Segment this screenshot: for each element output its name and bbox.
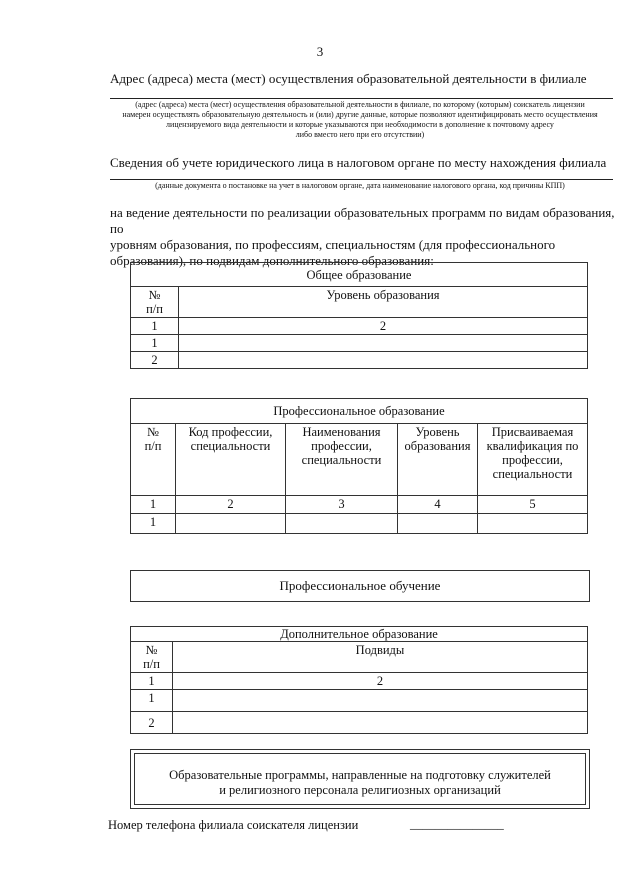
professional-training-title: Профессиональное обучение xyxy=(279,578,441,593)
col-subtype-header: Подвиды xyxy=(173,642,588,673)
subtype-cell xyxy=(173,712,588,734)
col-level-header: Уровень образования xyxy=(398,424,478,496)
professional-training-box xyxy=(130,570,590,602)
address-note-line: лицензируемого вида деятельности и которые указываются при необходимости в дополнение к почтовому адресу xyxy=(166,120,554,129)
header-number: 1 xyxy=(131,673,173,690)
address-underline xyxy=(110,98,613,99)
tax-note: (данные документа о постановке на учет в налоговом органе, дата наименование налогового органа, код причины КПП) xyxy=(155,181,565,190)
address-note-line: либо вместо него при его отсутствии) xyxy=(295,130,425,139)
professional-education-title: Профессиональное образование xyxy=(131,399,588,424)
additional-education-title: Дополнительное образование xyxy=(131,627,588,642)
header-number: 1 xyxy=(131,318,179,335)
intro-line: на ведение деятельности по реализации образовательных программ по видам образования, по xyxy=(110,205,615,236)
professional-education-table xyxy=(130,398,588,534)
col-code-header: Код профессии, специальности xyxy=(176,424,286,496)
level-cell xyxy=(179,335,588,352)
intro-line: уровням образования, по профессиям, специальностям (для профессионального xyxy=(110,237,556,252)
address-note-line: (адрес (адреса) места (мест) осуществления образовательной деятельности в филиале, по которому (которым) соискатель лицензии xyxy=(135,100,585,109)
row-number: 2 xyxy=(131,352,179,369)
phone-value: _______________ xyxy=(410,817,504,831)
col-number-header: № п/п xyxy=(131,424,176,496)
row-number: 1 xyxy=(131,690,173,712)
subtype-cell xyxy=(173,690,588,712)
header-number: 2 xyxy=(176,496,286,514)
col-number-header: № п/п xyxy=(131,642,173,673)
level-cell xyxy=(179,352,588,369)
table-cell xyxy=(398,514,478,534)
col-level-header: Уровень образования xyxy=(179,287,588,318)
table-cell xyxy=(286,514,398,534)
religious-programs-line: и религиозного персонала религиозных организаций xyxy=(219,783,501,797)
tax-heading: Сведения об учете юридического лица в налоговом органе по месту нахождения филиала xyxy=(110,155,607,170)
row-number: 1 xyxy=(131,335,179,352)
address-note xyxy=(100,100,620,140)
header-number: 1 xyxy=(131,496,176,514)
general-education-table xyxy=(130,262,588,369)
additional-education-table xyxy=(130,626,588,734)
header-number: 5 xyxy=(478,496,588,514)
row-number: 2 xyxy=(131,712,173,734)
table-cell xyxy=(478,514,588,534)
page-number: 3 xyxy=(316,44,324,59)
col-name-header: Наименования профессии, специальности xyxy=(286,424,398,496)
phone-label: Номер телефона филиала соискателя лицензии xyxy=(108,818,359,832)
religious-programs-text xyxy=(131,768,589,798)
religious-programs-box xyxy=(130,749,590,809)
header-number: 4 xyxy=(398,496,478,514)
header-number: 2 xyxy=(179,318,588,335)
header-number: 3 xyxy=(286,496,398,514)
address-heading: Адрес (адреса) места (мест) осуществления образовательной деятельности в филиале xyxy=(110,71,587,86)
col-number-header: № п/п xyxy=(131,287,179,318)
tax-underline xyxy=(110,179,613,180)
general-education-title: Общее образование xyxy=(131,263,588,287)
table-cell xyxy=(176,514,286,534)
address-note-line: намерен осуществлять образовательную деятельность и (или) другие данные, которые позволяют идентифицировать место осуществления xyxy=(122,110,598,119)
intro-line: образования), по подвидам дополнительного образования: xyxy=(110,253,434,268)
religious-programs-line: Образовательные программы, направленные на подготовку служителей xyxy=(169,768,551,782)
intro-paragraph xyxy=(110,205,615,269)
col-qualification-header: Присваиваемая квалификация по профессии, специальности xyxy=(478,424,588,496)
row-number: 1 xyxy=(131,514,176,534)
header-number: 2 xyxy=(173,673,588,690)
